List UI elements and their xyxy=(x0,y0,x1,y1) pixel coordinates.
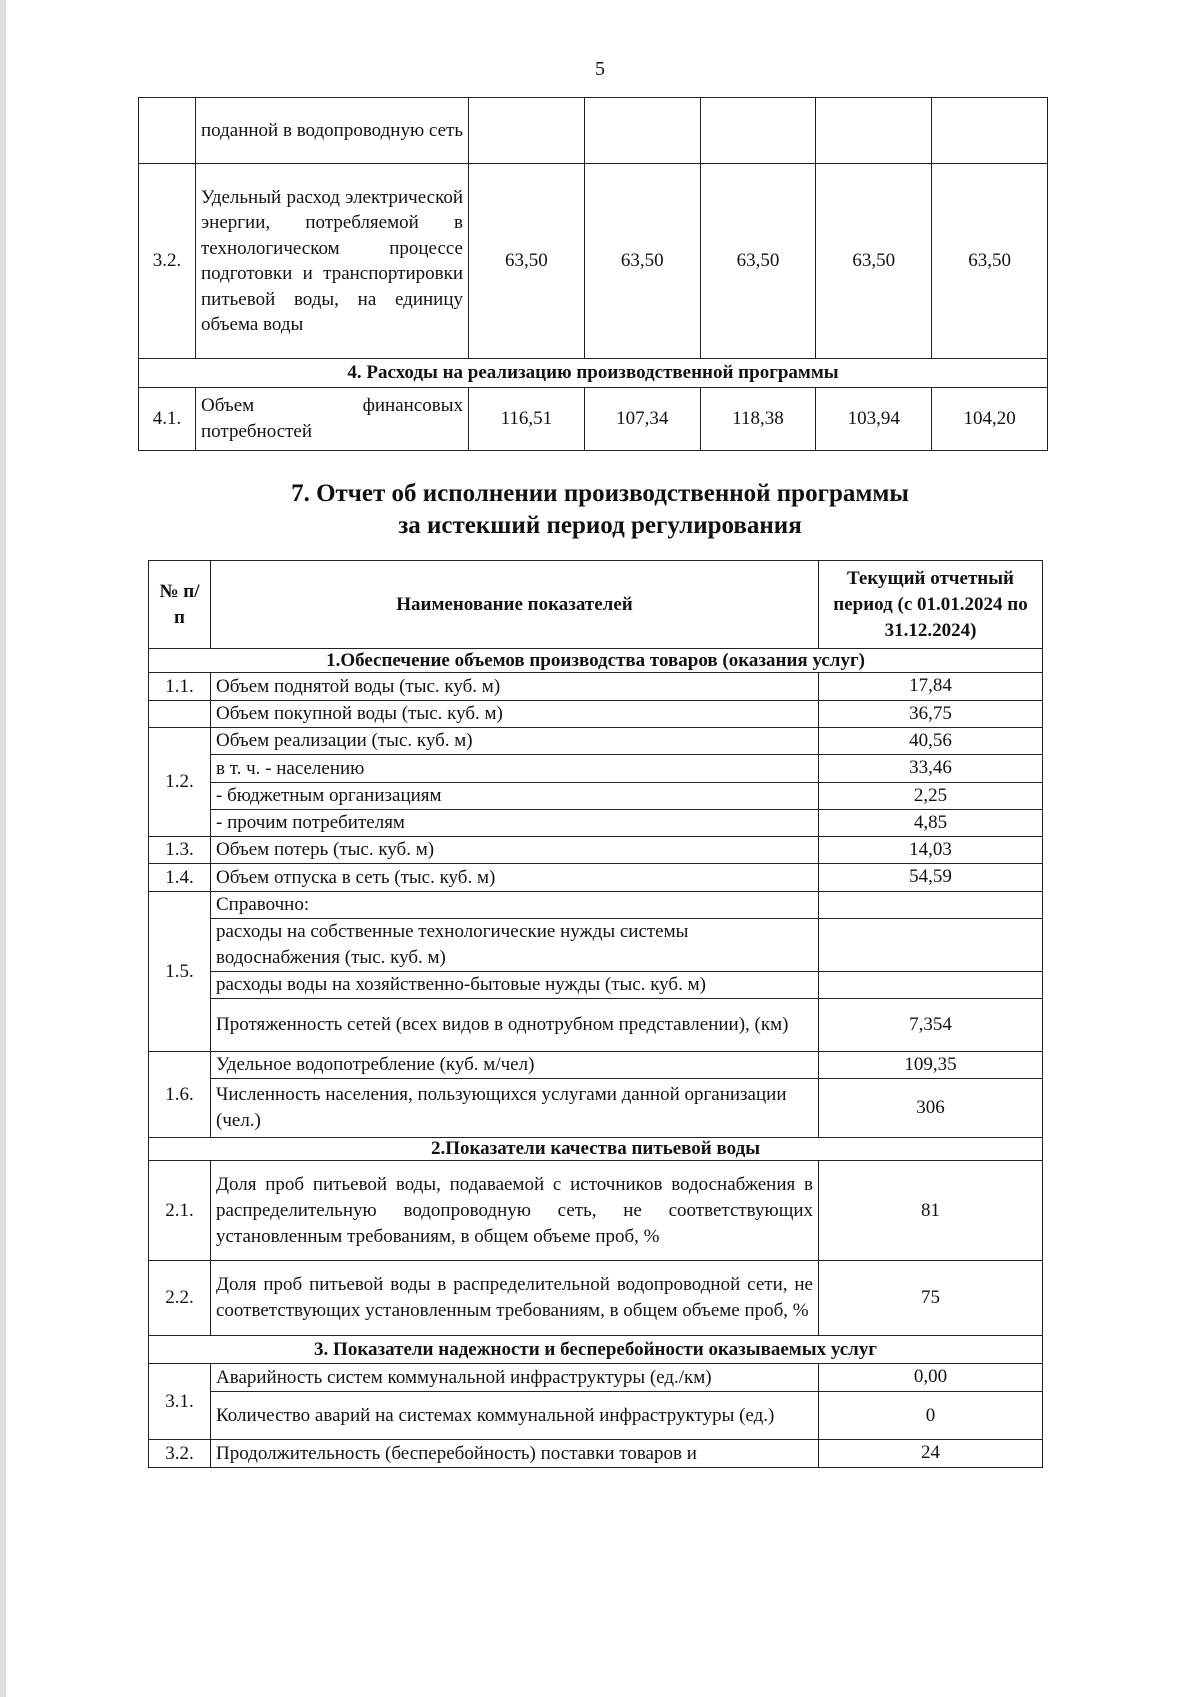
section-title: 7. Отчет об исполнении производственной программы за истекший период регулирования xyxy=(291,480,909,539)
cell-num: 3.1. xyxy=(149,1364,211,1440)
cell-value: 17,84 xyxy=(819,673,1043,701)
cell-value: 103,94 xyxy=(816,388,932,451)
table-row xyxy=(139,164,1048,359)
cell-num: 3.2. xyxy=(149,1440,211,1468)
section-heading: 2.Показатели качества питьевой воды xyxy=(149,1138,1043,1161)
cell-num: 2.2. xyxy=(149,1261,211,1336)
section-heading: 4. Расходы на реализацию производственной программы xyxy=(139,359,1048,388)
section-heading: 3. Показатели надежности и бесперебойности оказываемых услуг xyxy=(149,1336,1043,1364)
table-row xyxy=(149,1052,1043,1079)
cell-num: 1.6. xyxy=(149,1052,211,1138)
cell-num: 1.3. xyxy=(149,837,211,864)
cell-value: 63,50 xyxy=(469,164,585,359)
header-name: Наименование показателей xyxy=(211,561,819,649)
cell-value: 63,50 xyxy=(700,164,816,359)
production-program-table-continued xyxy=(138,97,1048,451)
cell-value: 118,38 xyxy=(700,388,816,451)
cell-num: 2.1. xyxy=(149,1161,211,1261)
cell-value: 0 xyxy=(819,1392,1043,1440)
table-row xyxy=(149,864,1043,892)
cell-value: 63,50 xyxy=(584,164,700,359)
cell-value: 36,75 xyxy=(819,701,1043,728)
table-row xyxy=(139,98,1048,164)
cell-name: Количество аварий на системах коммунальной инфраструктуры (ед.) xyxy=(211,1392,819,1440)
table-row xyxy=(149,1261,1043,1336)
table-row xyxy=(149,1440,1043,1468)
table-row xyxy=(149,783,1043,810)
table-row xyxy=(149,919,1043,972)
cell-name: Численность населения, пользующихся услугами данной организации (чел.) xyxy=(211,1079,819,1138)
cell-name: расходы воды на хозяйственно-бытовые нужды (тыс. куб. м) xyxy=(211,972,819,999)
cell-value: 2,25 xyxy=(819,783,1043,810)
table-row xyxy=(149,1161,1043,1261)
cell-value: 81 xyxy=(819,1161,1043,1261)
cell-name: Доля проб питьевой воды, подаваемой с источников водоснабжения в распределительную водопроводную сеть, не соответствующих установленным требованиям, в общем объеме проб, % xyxy=(211,1161,819,1261)
table-row xyxy=(149,755,1043,783)
table-row xyxy=(149,673,1043,701)
cell-value: 63,50 xyxy=(816,164,932,359)
section-row xyxy=(139,359,1048,388)
cell-name: Объем отпуска в сеть (тыс. куб. м) xyxy=(211,864,819,892)
cell-name: Удельный расход электрической энергии, потребляемой в технологическом процессе подготовки и транспортировки питьевой воды, на единицу объема воды xyxy=(196,164,469,359)
cell-value: 109,35 xyxy=(819,1052,1043,1079)
cell-value: 75 xyxy=(819,1261,1043,1336)
cell-value: 0,00 xyxy=(819,1364,1043,1392)
scan-edge xyxy=(0,0,6,1697)
cell-name: Доля проб питьевой воды в распределительной водопроводной сети, не соответствующих установленным требованиям, в общем объеме проб, % xyxy=(211,1261,819,1336)
header-period: Текущий отчетный период (с 01.01.2024 по 31.12.2024) xyxy=(819,561,1043,649)
cell-name: - прочим потребителям xyxy=(211,810,819,837)
table-row xyxy=(149,1364,1043,1392)
cell-num: 3.2. xyxy=(139,164,196,359)
cell-value: 4,85 xyxy=(819,810,1043,837)
table-row xyxy=(149,892,1043,919)
cell-value: 306 xyxy=(819,1079,1043,1138)
page-number: 5 xyxy=(595,58,605,80)
cell-num: 1.1. xyxy=(149,673,211,701)
cell-name: Объем потерь (тыс. куб. м) xyxy=(211,837,819,864)
cell-name: Аварийность систем коммунальной инфраструктуры (ед./км) xyxy=(211,1364,819,1392)
cell-name: - бюджетным организациям xyxy=(211,783,819,810)
cell-value: 33,46 xyxy=(819,755,1043,783)
cell-name: в т. ч. - населению xyxy=(211,755,819,783)
table-row xyxy=(149,972,1043,999)
cell-name: Объем поднятой воды (тыс. куб. м) xyxy=(211,673,819,701)
table-row xyxy=(149,810,1043,837)
section-heading: 1.Обеспечение объемов производства товаров (оказания услуг) xyxy=(149,649,1043,673)
cell-name: Продолжительность (бесперебойность) поставки товаров и xyxy=(211,1440,819,1468)
table-row xyxy=(149,728,1043,755)
cell-value: 116,51 xyxy=(469,388,585,451)
header-num: № п/п xyxy=(149,561,211,649)
header-row xyxy=(149,561,1043,649)
cell-value: 54,59 xyxy=(819,864,1043,892)
cell-value: 14,03 xyxy=(819,837,1043,864)
table-row xyxy=(139,388,1048,451)
cell-num: 4.1. xyxy=(139,388,196,451)
cell-name: поданной в водопроводную сеть xyxy=(196,98,469,164)
cell-num: 1.2. xyxy=(149,728,211,837)
cell-value: 24 xyxy=(819,1440,1043,1468)
cell-value: 7,354 xyxy=(819,999,1043,1052)
table-row xyxy=(149,837,1043,864)
table-row xyxy=(149,701,1043,728)
cell-name: расходы на собственные технологические нужды системы водоснабжения (тыс. куб. м) xyxy=(211,919,819,972)
cell-value: 40,56 xyxy=(819,728,1043,755)
cell-value: 63,50 xyxy=(932,164,1048,359)
cell-name: Объем финансовых потребностей xyxy=(196,388,469,451)
cell-value: 104,20 xyxy=(932,388,1048,451)
table-row xyxy=(149,999,1043,1052)
cell-name: Объем покупной воды (тыс. куб. м) xyxy=(211,701,819,728)
cell-num: 1.5. xyxy=(149,892,211,1052)
table-row xyxy=(149,1392,1043,1440)
report-table xyxy=(148,560,1043,1468)
cell-value: 107,34 xyxy=(584,388,700,451)
cell-name: Удельное водопотребление (куб. м/чел) xyxy=(211,1052,819,1079)
cell-name: Справочно: xyxy=(211,892,819,919)
cell-name: Протяженность сетей (всех видов в однотрубном представлении), (км) xyxy=(211,999,819,1052)
cell-num: 1.4. xyxy=(149,864,211,892)
table-row xyxy=(149,1079,1043,1138)
cell-name: Объем реализации (тыс. куб. м) xyxy=(211,728,819,755)
